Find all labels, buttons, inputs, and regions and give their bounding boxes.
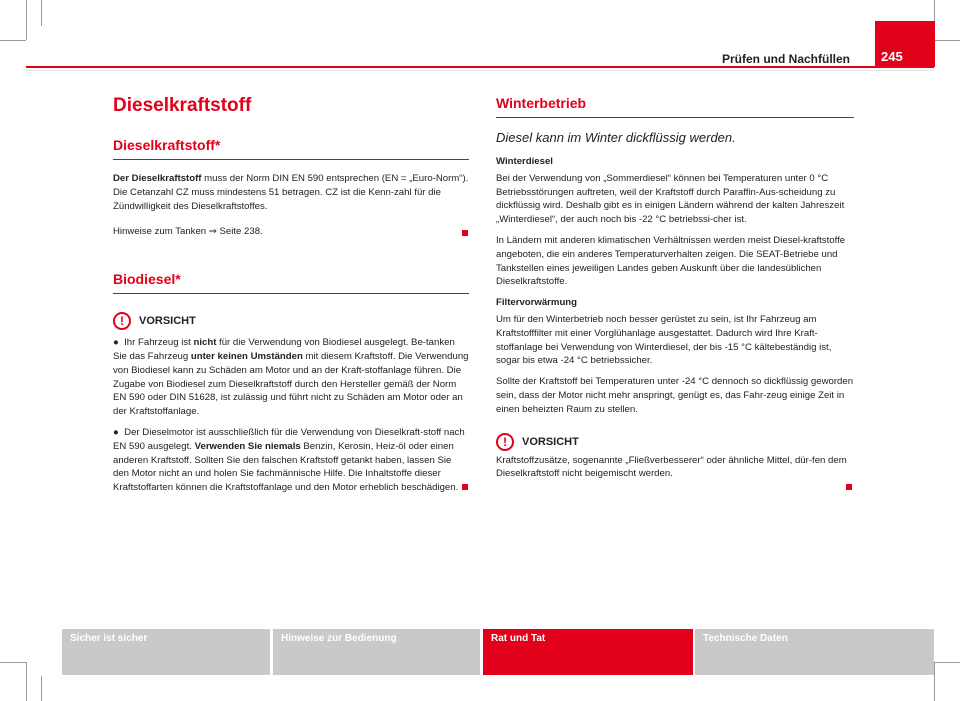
paragraph: Um für den Winterbetrieb noch besser gerüstet zu sein, ist Ihr Fahrzeug am Kraftstofffilter mit einer Vorglühanlage ausgestattet. Dadurch wird Ihre Kraft-stoffanlage bei Verwendung von Winterdiesel, der bis -15 °C kältebeständig ist, sogar bis etwa -24 °C betriebssicher. bbox=[496, 313, 832, 367]
page-title: Dieselkraftstoff bbox=[113, 95, 252, 116]
crop-mark bbox=[41, 0, 42, 26]
paragraph: Bei der Verwendung von „Sommerdiesel“ können bei Temperaturen unter 0 °C Betriebsstörungen auftreten, weil der Kraftstoff durch Paraffin-Aus-scheidung zu dickflüssig wird. Deshalb gibt es in einigen Ländern während der kalten Jahreszeit „Winterdiesel“, der auch noch bis -22 °C betriebssi-cher ist. bbox=[496, 172, 845, 226]
warning-icon: ! bbox=[113, 312, 131, 330]
warning-bullet: ● Der Dieselmotor ist ausschließlich für die Verwendung von Dieselkraft-stoff nach EN 590 ausgelegt. Verwenden Sie niemals Benzin, Kerosin, Heiz-öl oder einen anderen Kraftstoff. Sollten Sie den falschen Kraftstoff getankt haben, lassen Sie den Motor nicht an und holen Sie fachmännische Hilfe. Die Inhaltstoffe dieser Kraftstoffarten können die Kraftstoffanlage und den Motor erheblich beschädigen. bbox=[113, 426, 465, 494]
section-heading-dieselkraftstoff: Dieselkraftstoff* bbox=[113, 137, 469, 160]
section-subtitle: Diesel kann im Winter dickflüssig werden. bbox=[496, 130, 736, 145]
warning-bullet: ● Ihr Fahrzeug ist nicht für die Verwendung von Biodiesel ausgelegt. Be-tanken Sie das Fahrzeug unter keinen Umständen mit diesem Kraftstoff. Die Verwendung von Biodiesel kann zu Schäden am Motor und an der Kraft-stoffanlage führen. Die Zugabe von Biodiesel zum Dieselkraftstoff durch den Hersteller gemäß der Norm EN 590 oder DIN 51628, ist zulässig und führt nicht zu Schäden am Motor oder an der Kraftstoffanlage. bbox=[113, 337, 469, 418]
paragraph bbox=[113, 172, 469, 213]
section-end-marker bbox=[846, 484, 852, 490]
section-end-marker bbox=[462, 484, 468, 490]
subheading-filtervorwaermung: Filtervorwärmung bbox=[496, 297, 578, 309]
footer-tab-rat-und-tat[interactable]: Rat und Tat bbox=[483, 629, 693, 675]
warning-header bbox=[113, 312, 469, 330]
cross-reference: Hinweise zum Tanken ⇒ Seite 238. bbox=[113, 226, 263, 238]
crop-mark bbox=[934, 40, 960, 41]
right-column bbox=[496, 95, 854, 481]
warning-text: Kraftstoffzusätze, sogenannte „Fließverbesserer“ oder ähnliche Mittel, dür-fen dem Dieselkraftstoff nicht beigemischt werden. bbox=[496, 454, 847, 480]
crop-mark bbox=[0, 40, 26, 41]
footer-tab-sicher[interactable]: Sicher ist sicher bbox=[62, 629, 270, 675]
paragraph-text: muss der Norm DIN EN 590 entsprechen (EN = „Euro-Norm“). Die Cetanzahl CZ muss mindestens 51 betragen. CZ ist die Kenn-zahl für die Zündwilligkeit des Dieselkraftstoffes. bbox=[113, 173, 469, 212]
crop-mark bbox=[26, 662, 27, 701]
crop-mark bbox=[26, 0, 27, 40]
bullet-icon: ● bbox=[113, 337, 125, 349]
paragraph: In Ländern mit anderen klimatischen Verhältnissen werden meist Diesel-kraftstoffe angeboten, die ein anderes Temperaturverhalten zeigen. Die SEAT-Betriebe und Tankstellen eines jeweiligen Landes geben Auskunft über die landesüblichen Dieselkraftstoffe. bbox=[496, 234, 846, 288]
crop-mark bbox=[934, 662, 960, 663]
warning-label: VORSICHT bbox=[522, 435, 579, 448]
crop-mark bbox=[934, 662, 935, 701]
warning-label: VORSICHT bbox=[139, 315, 196, 328]
running-header-title: Prüfen und Nachfüllen bbox=[721, 52, 850, 66]
bold-lead: Der Dieselkraftstoff bbox=[113, 173, 202, 184]
bullet-icon: ● bbox=[113, 426, 125, 438]
section-heading-winterbetrieb: Winterbetrieb bbox=[496, 95, 854, 118]
crop-mark bbox=[41, 676, 42, 701]
section-end-marker bbox=[462, 230, 468, 236]
left-column bbox=[113, 95, 469, 495]
paragraph: Sollte der Kraftstoff bei Temperaturen unter -24 °C dennoch so dickflüssig geworden sein, dass der Motor nicht mehr anspringt, genügt es, das Fahr-zeug einige Zeit in einen beheizten Raum zu stellen. bbox=[496, 376, 854, 415]
page-number: 245 bbox=[875, 21, 935, 67]
footer-tab-technische-daten[interactable]: Technische Daten bbox=[695, 629, 934, 675]
warning-header bbox=[496, 433, 854, 451]
header-rule-light bbox=[26, 70, 934, 71]
crop-mark bbox=[0, 662, 26, 663]
warning-icon: ! bbox=[496, 433, 514, 451]
section-heading-biodiesel: Biodiesel* bbox=[113, 271, 469, 294]
subheading-winterdiesel: Winterdiesel bbox=[496, 156, 553, 167]
footer-tab-bedienung[interactable]: Hinweise zur Bedienung bbox=[273, 629, 480, 675]
header-rule bbox=[26, 66, 934, 68]
